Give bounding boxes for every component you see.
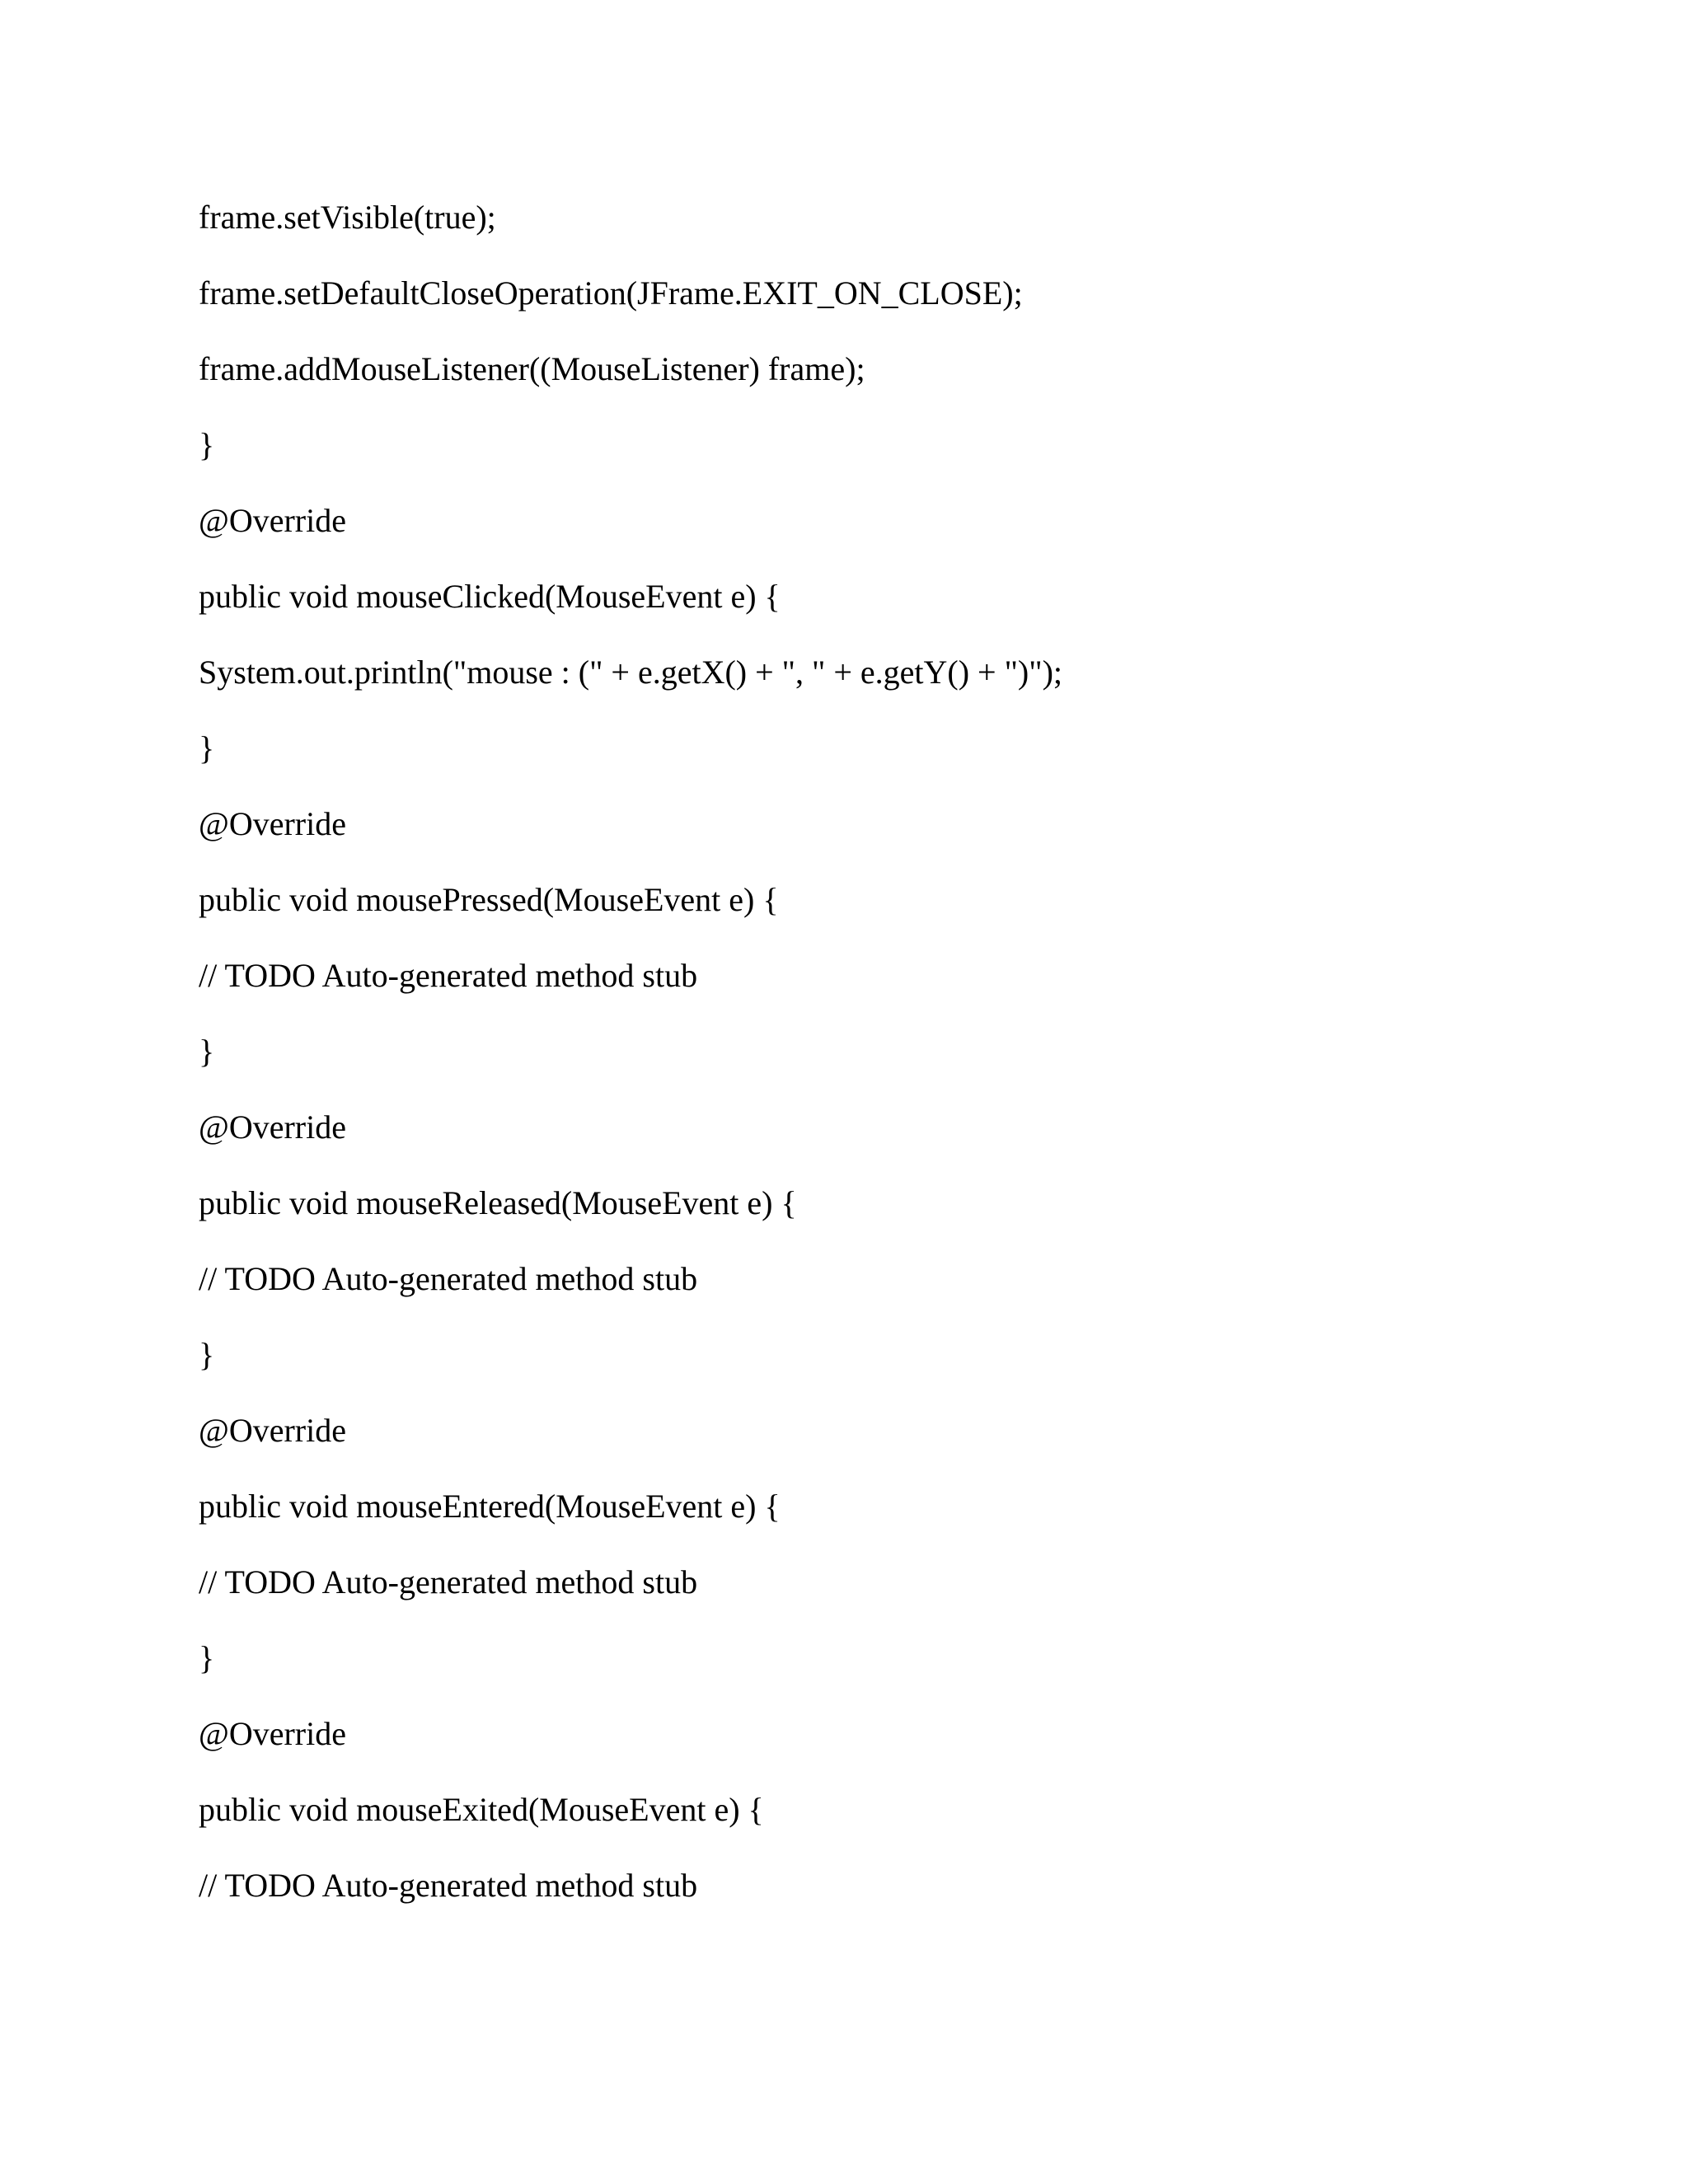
code-line: public void mousePressed(MouseEvent e) {	[199, 881, 779, 918]
code-line: public void mouseReleased(MouseEvent e) {	[199, 1184, 797, 1221]
code-line: public void mouseEntered(MouseEvent e) {	[199, 1488, 781, 1525]
code-line: @Override	[199, 1108, 346, 1146]
code-line: @Override	[199, 502, 346, 539]
code-line: frame.addMouseListener((MouseListener) frame);	[199, 350, 865, 387]
code-line: // TODO Auto-generated method stub	[199, 1867, 698, 1904]
code-line: }	[199, 1033, 215, 1070]
code-line: frame.setVisible(true);	[199, 199, 496, 236]
code-line: }	[199, 1336, 215, 1373]
code-line: public void mouseExited(MouseEvent e) {	[199, 1791, 764, 1828]
code-line: }	[199, 426, 215, 463]
code-line: System.out.println("mouse : (" + e.getX() + ", " + e.getY() + ")");	[199, 654, 1063, 691]
code-line: @Override	[199, 805, 346, 842]
code-line: // TODO Auto-generated method stub	[199, 957, 698, 994]
code-line: frame.setDefaultCloseOperation(JFrame.EXIT_ON_CLOSE);	[199, 274, 1023, 312]
code-line: }	[199, 729, 215, 766]
code-line: // TODO Auto-generated method stub	[199, 1563, 698, 1601]
code-line: public void mouseClicked(MouseEvent e) {	[199, 578, 781, 615]
code-line: // TODO Auto-generated method stub	[199, 1260, 698, 1297]
code-line: }	[199, 1639, 215, 1676]
code-line: @Override	[199, 1412, 346, 1449]
code-line: @Override	[199, 1715, 346, 1752]
